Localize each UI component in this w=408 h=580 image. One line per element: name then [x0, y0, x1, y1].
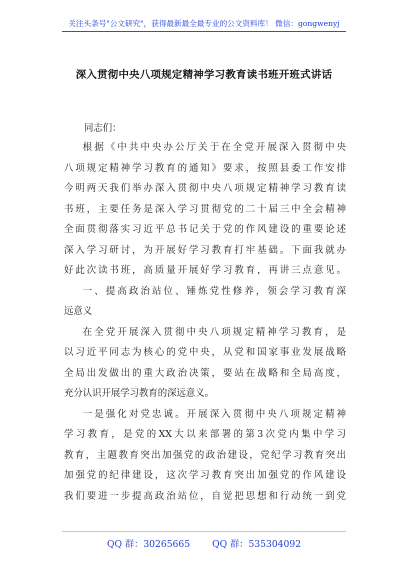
body-line: 在全党开展深入贯彻中央八项规定精神学习教育，是 [82, 326, 346, 338]
salutation: 同志们： [84, 123, 122, 134]
body-line: 书班，主要任务是深入学习贯彻党的二十届三中全会精神 [64, 203, 346, 215]
body-line: 我们要进一步提高政治站位，自觉把思想和行动统一到党 [64, 490, 346, 502]
body-line: 以习近平同志为核心的党中央，从党和国家事业发展战略 [64, 347, 346, 358]
body-line: 根据《中共中央办公厅关于在全党开展深入贯彻中央 [82, 142, 346, 153]
body-line: 教育，主题教育突出加强党的政治建设，党纪学习教育突出 [64, 449, 346, 461]
footer-qq-group-1: QQ 群：30265665 [106, 539, 191, 550]
body-line: 全面贯彻落实习近平总书记关于党的作风建设的重要论述 [64, 224, 346, 235]
body-line: 好此次读书班，高质量开展好学习教育，再讲三点意见。 [64, 265, 346, 276]
body-line: 远意义 [64, 306, 93, 317]
body-line: 全局出发做出的重大政治决策，要站在战略和全局高度， [64, 367, 346, 379]
body-line: 充分认识开展学习教育的深远意义。 [64, 388, 215, 399]
body-line: 学习教育，是党的XX大以来部署的第3次党内集中学习 [64, 429, 346, 440]
body-line: 今明两天我们举办深入贯彻中央八项规定精神学习教育读 [64, 183, 346, 194]
body-line: 深入学习研讨，为开展好学习教育打牢基础。下面我就办 [64, 244, 346, 256]
footer-divider [62, 531, 346, 532]
body-text [64, 138, 346, 507]
footer [0, 536, 408, 550]
footer-qq-group-2: QQ 群：535304092 [212, 539, 302, 550]
header-banner: 关注头条号"公文研究"，获得最新最全最专业的公文资料库！ 微信：gongwenyj [68, 19, 340, 28]
document-title: 深入贯彻中央八项规定精神学习教育读书班开班式讲话 [75, 69, 333, 81]
body-line: 八项规定精神学习教育的通知》要求，按照县委工作安排 [64, 162, 346, 174]
body-line: 一是强化对党忠诚。开展深入贯彻中央八项规定精神 [82, 408, 346, 420]
header-divider [62, 31, 346, 32]
body-line: 加强党的纪律建设，这次学习教育突出加强党的作风建设 [64, 470, 346, 481]
body-line: 一、提高政治站位、锤炼党性修养，领会学习教育深 [82, 285, 346, 297]
